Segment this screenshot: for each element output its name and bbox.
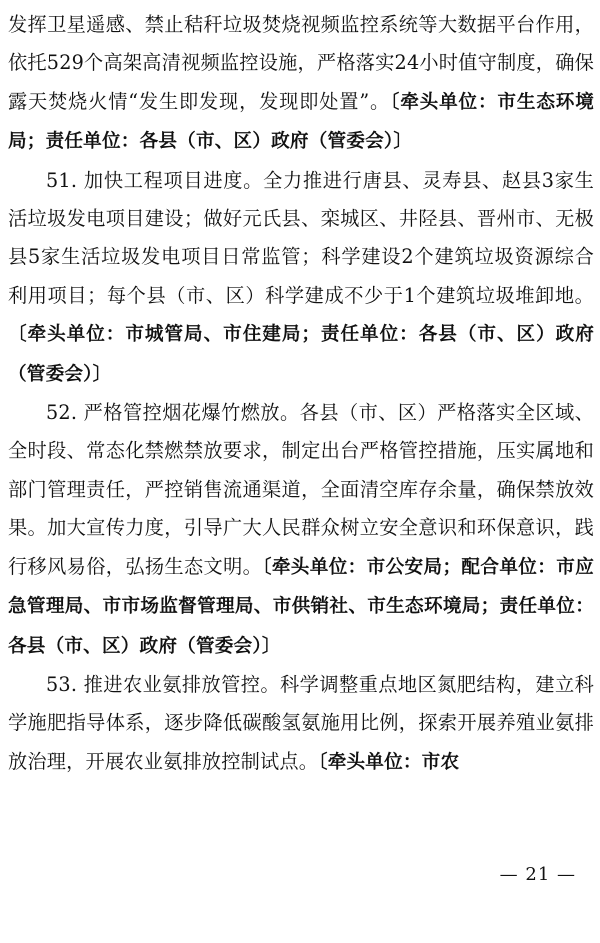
responsibility-note: 〔牵头单位：市城管局、市住建局；责任单位：各县（市、区）政府（管委会）〕 (8, 324, 594, 385)
body-text (8, 6, 594, 782)
paragraph-text: 52. 严格管控烟花爆竹燃放。各县（市、区）严格落实全区域、全时段、常态化禁燃禁放要求，制定出台严格管控措施，压实属地和部门管理责任，严控销售流通渠道，全面清空库存余量，确保禁放效果。加大宣传力度，引导广大人民群众树立安全意识和环保意识，践行移风易俗，弘扬生态文明。 (8, 401, 594, 578)
responsibility-note: 〔牵头单位：市农 (318, 751, 460, 773)
paragraph-text: 53. 推进农业氨排放管控。科学调整重点地区氮肥结构，建立科学施肥指导体系，逐步降低碳酸氢氨施用比例，探索开展养殖业氨排放治理，开展农业氨排放控制试点。 (8, 672, 594, 773)
paragraph-text: 发挥卫星遥感、禁止秸秆垃圾焚烧视频监控系统等大数据平台作用，依托529个高架高清视频监控设施，严格落实24小时值守制度，确保露天焚烧火情“发生即发现，发现即处置”。 (8, 13, 594, 113)
paragraph-50-continued (8, 6, 594, 162)
paragraph-text: 51. 加快工程项目进度。全力推进行唐县、灵寿县、赵县3家生活垃圾发电项目建设；做好元氏县、栾城区、井陉县、晋州市、无极县5家生活垃圾发电项目日常监管；科学建设2个建筑垃圾资源综合利用项目；每个县（市、区）科学建成不少于1个建筑垃圾堆卸地。 (8, 168, 594, 307)
paragraph-51 (8, 162, 594, 394)
responsibility-note: 〔牵头单位：市生态环境局；责任单位：各县（市、区）政府（管委会）〕 (8, 91, 594, 153)
paragraph-52 (8, 394, 594, 666)
responsibility-note: 〔牵头单位：市公安局；配合单位：市应急管理局、市市场监督管理局、市供销社、市生态环境局；责任单位：各县（市、区）政府（管委会）〕 (8, 556, 594, 657)
paragraph-53 (8, 666, 594, 782)
page-number: — 21 — (499, 864, 576, 885)
